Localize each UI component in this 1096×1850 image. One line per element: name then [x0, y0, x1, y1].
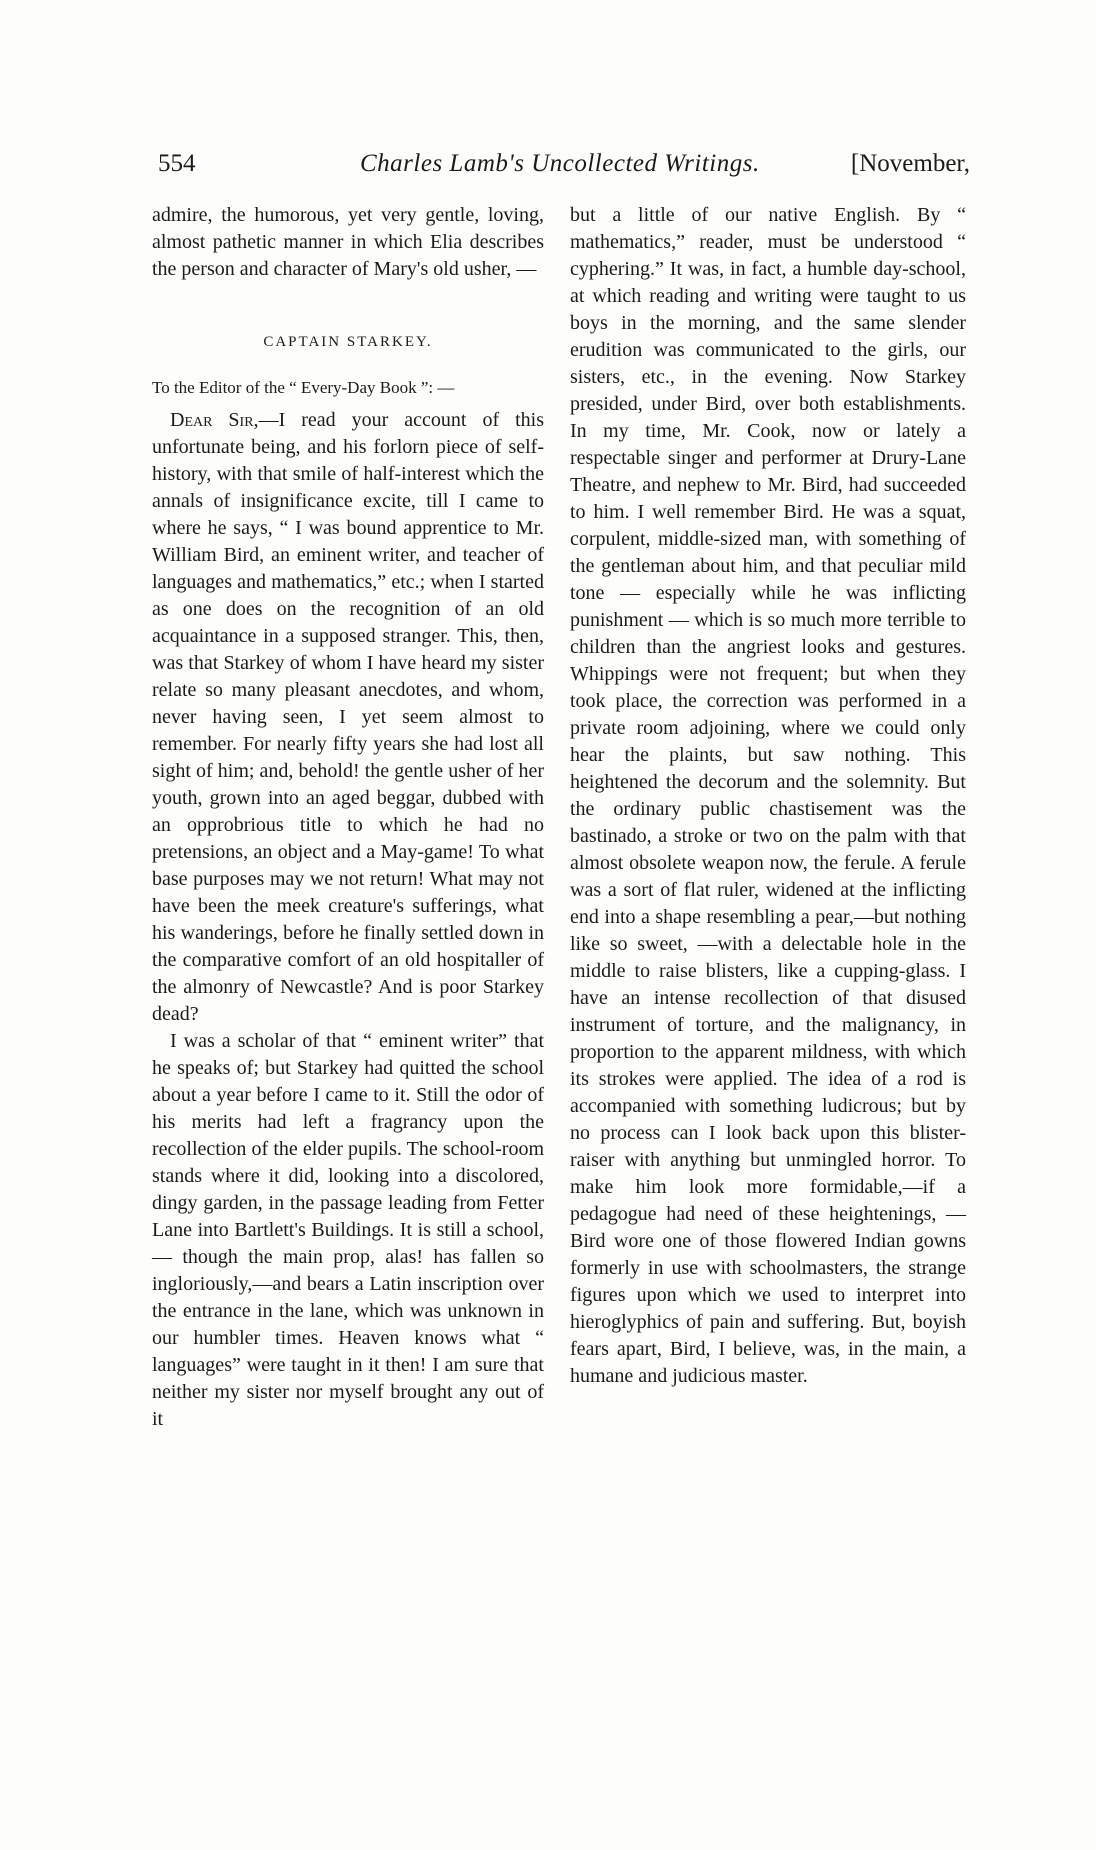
right-column: [570, 202, 966, 1390]
running-month: [November,: [850, 150, 970, 177]
running-title: Charles Lamb's Uncollected Writings.: [360, 150, 760, 177]
salutation: Dear Sir,: [170, 409, 259, 431]
addressee-line: To the Editor of the “ Every-Day Book ”: —: [152, 378, 455, 397]
left-column: [152, 202, 544, 1433]
letter-paragraph: I was a scholar of that “ eminent writer” that he speaks of; but Starkey had quitted the school about a year before I came to it. Still the odor of his merits had left a fragrancy upon the recollection of the elder pupils. The school-room stands where it did, looking into a discolored, dingy garden, in the passage leading from Fetter Lane into Bartlett's Buildings. It is still a school, — though the main prop, alas! has fallen so ingloriously,—and bears a Latin inscription over the entrance in the lane, which was unknown in our humbler times. Heaven knows what “ languages” were taught in it then! I am sure that neither my sister nor myself brought any out of it: [152, 1030, 544, 1430]
letter-paragraph-text: —I read your account of this unfortunate being, and his forlorn piece of self-history, with that smile of half-interest which the annals of insignificance excite, till I came to where he says, “ I was bound apprentice to Mr. William Bird, an eminent writer, and teacher of languages and mathematics,” etc.; when I started as one does on the recognition of an old acquaintance in a supposed stranger. This, then, was that Starkey of whom I have heard my sister relate so many pleasant anecdotes, and whom, never having seen, I yet seem almost to remember. For nearly fifty years she had lost all sight of him; and, behold! the gentle usher of her youth, grown into an aged beggar, dubbed with an opprobrious title to which he had no pretensions, an object and a May-game! To what base purposes may we not return! What may not have been the meek creature's sufferings, what his wanderings, before he finally settled down in the comparative comfort of an old hospitaller of the almonry of Newcastle? And is poor Starkey dead?: [152, 409, 544, 1025]
continuation-paragraph: but a little of our native English. By “ mathematics,” reader, must be understood “ cyphering.” It was, in fact, a humble day-school, at which reading and writing were taught to us boys in the morning, and the same slender erudition was communicated to the girls, our sisters, etc., in the evening. Now Starkey presided, under Bird, over both establishments. In my time, Mr. Cook, now or lately a respectable singer and performer at Drury-Lane Theatre, and nephew to Mr. Bird, had succeeded to him. I well remember Bird. He was a squat, corpulent, middle-sized man, with something of the gentleman about him, and that peculiar mild tone — especially while he was inflicting punishment — which is so much more terrible to children than the angriest looks and gestures. Whippings were not frequent; but when they took place, the correction was performed in a private room adjoining, where we could only hear the plaints, but saw nothing. This heightened the decorum and the solemnity. But the ordinary public chastisement was the bastinado, a stroke or two on the palm with that almost obsolete weapon now, the ferule. A ferule was a sort of flat ruler, widened at the inflicting end into a shape resembling a pear,—but nothing like so sweet, —with a delectable hole in the middle to raise blisters, like a cupping-glass. I have an intense recollection of that disused instrument of torture, and the malignancy, in proportion to the apparent mildness, with which its strokes were applied. The idea of a rod is accompanied with something ludicrous; but by no process can I look back upon this blister-raiser with anything but unmingled horror. To make him look more formidable,—if a pedagogue had need of these heightenings, — Bird wore one of those flowered Indian gowns formerly in use with schoolmasters, the strange figures upon which we used to interpret into hieroglyphics of pain and suffering. But, boyish fears apart, Bird, I believe, was, in the main, a humane and judicious master.: [570, 204, 966, 1387]
intro-paragraph: admire, the humorous, yet very gentle, loving, almost pathetic manner in which Elia describes the person and character of Mary's old usher, —: [152, 204, 544, 280]
page-header: [150, 150, 970, 190]
letter-paragraph: [152, 407, 544, 1028]
section-heading: CAPTAIN STARKEY.: [263, 334, 433, 350]
page-number: 554: [158, 150, 196, 177]
